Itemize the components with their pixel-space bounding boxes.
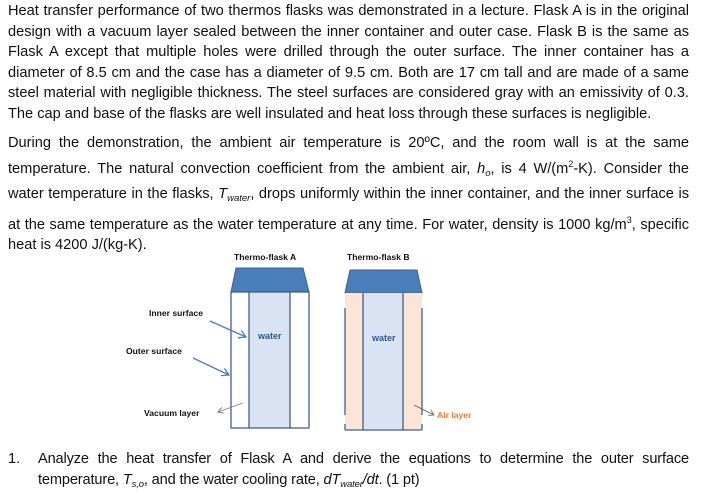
text-segment: -K). Consider the water temperature in the flasks, — [8, 160, 690, 203]
text-segment: , specific heat is 4200 J/(kg-K). — [8, 216, 690, 254]
flask-b-water-fill — [363, 293, 403, 430]
text-segment: , is 4 W/(m — [490, 160, 569, 177]
flask-a — [193, 268, 309, 428]
flask-b-water-label: water — [372, 333, 396, 343]
flask-a-vacuum-right — [290, 292, 309, 428]
flask-a-water-fill — [249, 292, 290, 428]
vacuum-layer-label: Vacuum layer — [144, 408, 200, 418]
text-segment: , drops uniformly within the inner container, and the inner surface is at the same temperature as the water temperature at any time. For water, density is 1000 kg/m — [8, 186, 689, 233]
text-segment: During the demonstration, the ambient air temperature is 20ºC, and the room wall is at the same temperature. The natural convection coefficient from the ambient air, — [8, 135, 689, 177]
ts-subscript: s,o — [131, 478, 144, 490]
flask-a-cap — [231, 268, 309, 292]
dt-symbol: dT — [323, 471, 341, 488]
h-subscript: o — [485, 167, 491, 179]
outer-surface-arrow — [193, 358, 229, 375]
flask-a-water-label: water — [258, 331, 282, 341]
problem-paragraph-1: Heat transfer performance of two thermos flasks was demonstrated in a lecture. Flask A is in the original design with a vacuum layer sealed between the inner container and outer case. Flask B is the same as Flask A except that multiple holes were drilled through the outer surface. The inner container has a diameter of 8.5 cm and the case has a diameter of 9.5 cm. Both are 17 cm tall and are made of a same steel material with negligible thickness. The steel surfaces are considered gray with an emissivity of 0.3. The cap and base of the flasks are well insulated and heat loss through these surfaces is negligible. — [8, 3, 689, 122]
flask-b-cap — [345, 270, 422, 293]
question-1 — [8, 449, 689, 495]
superscript-2: 2 — [568, 158, 574, 169]
flask-b-air-left — [345, 293, 363, 430]
dt-subscript: water — [340, 478, 363, 490]
text-segment: , and the water cooling rate, — [143, 471, 324, 488]
ts-symbol: T — [122, 471, 132, 488]
t-water-symbol: T — [218, 186, 228, 203]
flask-a-vacuum-left — [231, 292, 249, 428]
question-text — [38, 449, 689, 495]
flask-b-title: Thermo-flask B — [347, 252, 410, 262]
air-layer-label: Air layer — [437, 410, 472, 420]
inner-surface-label: Inner surface — [149, 308, 203, 318]
superscript-3: 3 — [626, 214, 632, 225]
text-segment: . (1 pt) — [378, 471, 420, 488]
outer-surface-label: Outer surface — [126, 346, 182, 356]
flask-b — [345, 270, 434, 430]
dt-tail: /dt — [362, 471, 379, 488]
question-number: 1. — [8, 451, 21, 467]
text-segment: Analyze the heat transfer of Flask A and derive the equations to determine the outer surface temperature, — [38, 451, 689, 488]
flask-b-air-right — [403, 293, 422, 430]
flask-a-title: Thermo-flask A — [234, 252, 297, 262]
t-water-subscript: water — [227, 193, 251, 205]
h-symbol: h — [477, 160, 486, 177]
